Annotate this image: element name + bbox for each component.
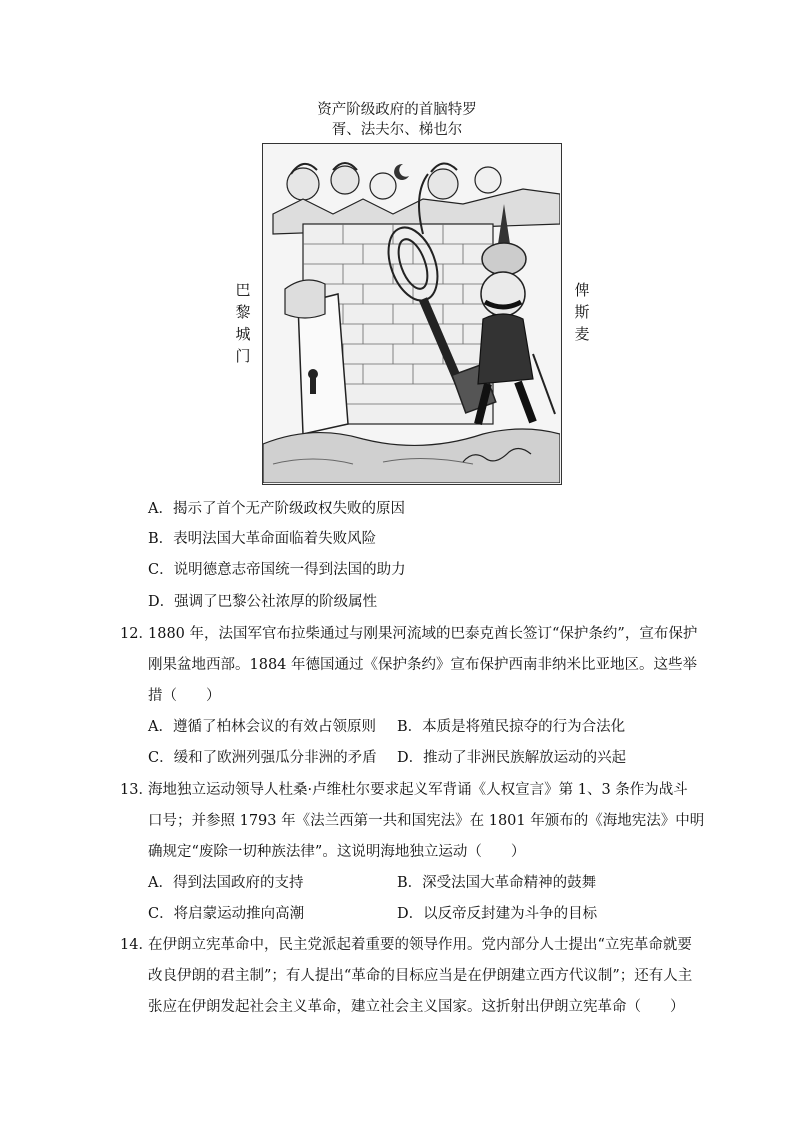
q12-number: 12． — [120, 626, 153, 642]
q12-option-d: D．推动了非洲民族解放运动的兴起 — [397, 750, 627, 766]
q14-stem-line: 改良伊朗的君主制”；有人提出“革命的目标应当是在伊朗建立西方代议制”；还有人主 — [148, 968, 693, 984]
right-label-char: 斯 — [574, 303, 590, 321]
q13-stem-line: 口号；并参照 1793 年《法兰西第一共和国宪法》在 1801 年颁布的《海地宪法》中明 — [148, 813, 705, 829]
q12-stem-line: 刚果盆地西部。1884 年德国通过《保护条约》宣布保护西南非纳米比亚地区。这些举 — [148, 657, 698, 673]
left-label — [233, 279, 253, 367]
q11-option-a: A．揭示了首个无产阶级政权失败的原因 — [148, 501, 405, 517]
q13-stem-line: 确规定“废除一切种族法律”。这说明海地独立运动（ ） — [148, 844, 526, 860]
left-label-char: 城 — [235, 325, 251, 343]
q14-stem-line: 在伊朗立宪革命中，民主党派起着重要的领导作用。党内部分人士提出“立宪革命就要 — [148, 937, 692, 953]
q11-option-b: B．表明法国大革命面临着失败风险 — [148, 531, 377, 547]
q13-stem-line: 海地独立运动领导人杜桑·卢维杜尔要求起义军背诵《人权宣言》第 1、3 条作为战斗 — [148, 782, 688, 798]
cartoon-drawing — [263, 144, 560, 483]
q13-number: 13． — [120, 782, 153, 798]
q12-stem-line: 1880 年，法国军官布拉柴通过与刚果河流域的巴泰克酋长签订“保护条约”，宣布保护 — [148, 626, 698, 642]
q11-option-d: D．强调了巴黎公社浓厚的阶级属性 — [148, 594, 378, 610]
q12-option-a: A．遵循了柏林会议的有效占领原则 — [148, 719, 376, 735]
q13-option-b: B．深受法国大革命精神的鼓舞 — [397, 875, 597, 891]
left-label-char: 黎 — [235, 303, 251, 321]
figure-caption-line2: 胥、法夫尔、梯也尔 — [331, 122, 463, 138]
q13-option-a: A．得到法国政府的支持 — [148, 875, 304, 891]
cartoon-illustration — [262, 143, 562, 485]
q11-option-c: C．说明德意志帝国统一得到法国的助力 — [148, 562, 406, 578]
q14-number: 14． — [120, 937, 153, 953]
q13-option-d: D．以反帝反封建为斗争的目标 — [397, 906, 598, 922]
q12-option-c: C．缓和了欧洲列强瓜分非洲的矛盾 — [148, 750, 377, 766]
figure-caption-line1: 资产阶级政府的首脑特罗 — [317, 102, 477, 118]
q12-stem-line: 措（ ） — [148, 688, 221, 704]
left-label-char: 门 — [235, 347, 251, 365]
right-label-char: 麦 — [574, 325, 590, 343]
right-label-char: 俾 — [574, 281, 590, 299]
left-label-char: 巴 — [235, 281, 251, 299]
right-label — [572, 279, 592, 345]
q14-stem-line: 张应在伊朗发起社会主义革命，建立社会主义国家。这折射出伊朗立宪革命（ ） — [148, 999, 685, 1015]
q13-option-c: C．将启蒙运动推向高潮 — [148, 906, 305, 922]
q12-option-b: B．本质是将殖民掠夺的行为合法化 — [397, 719, 626, 735]
